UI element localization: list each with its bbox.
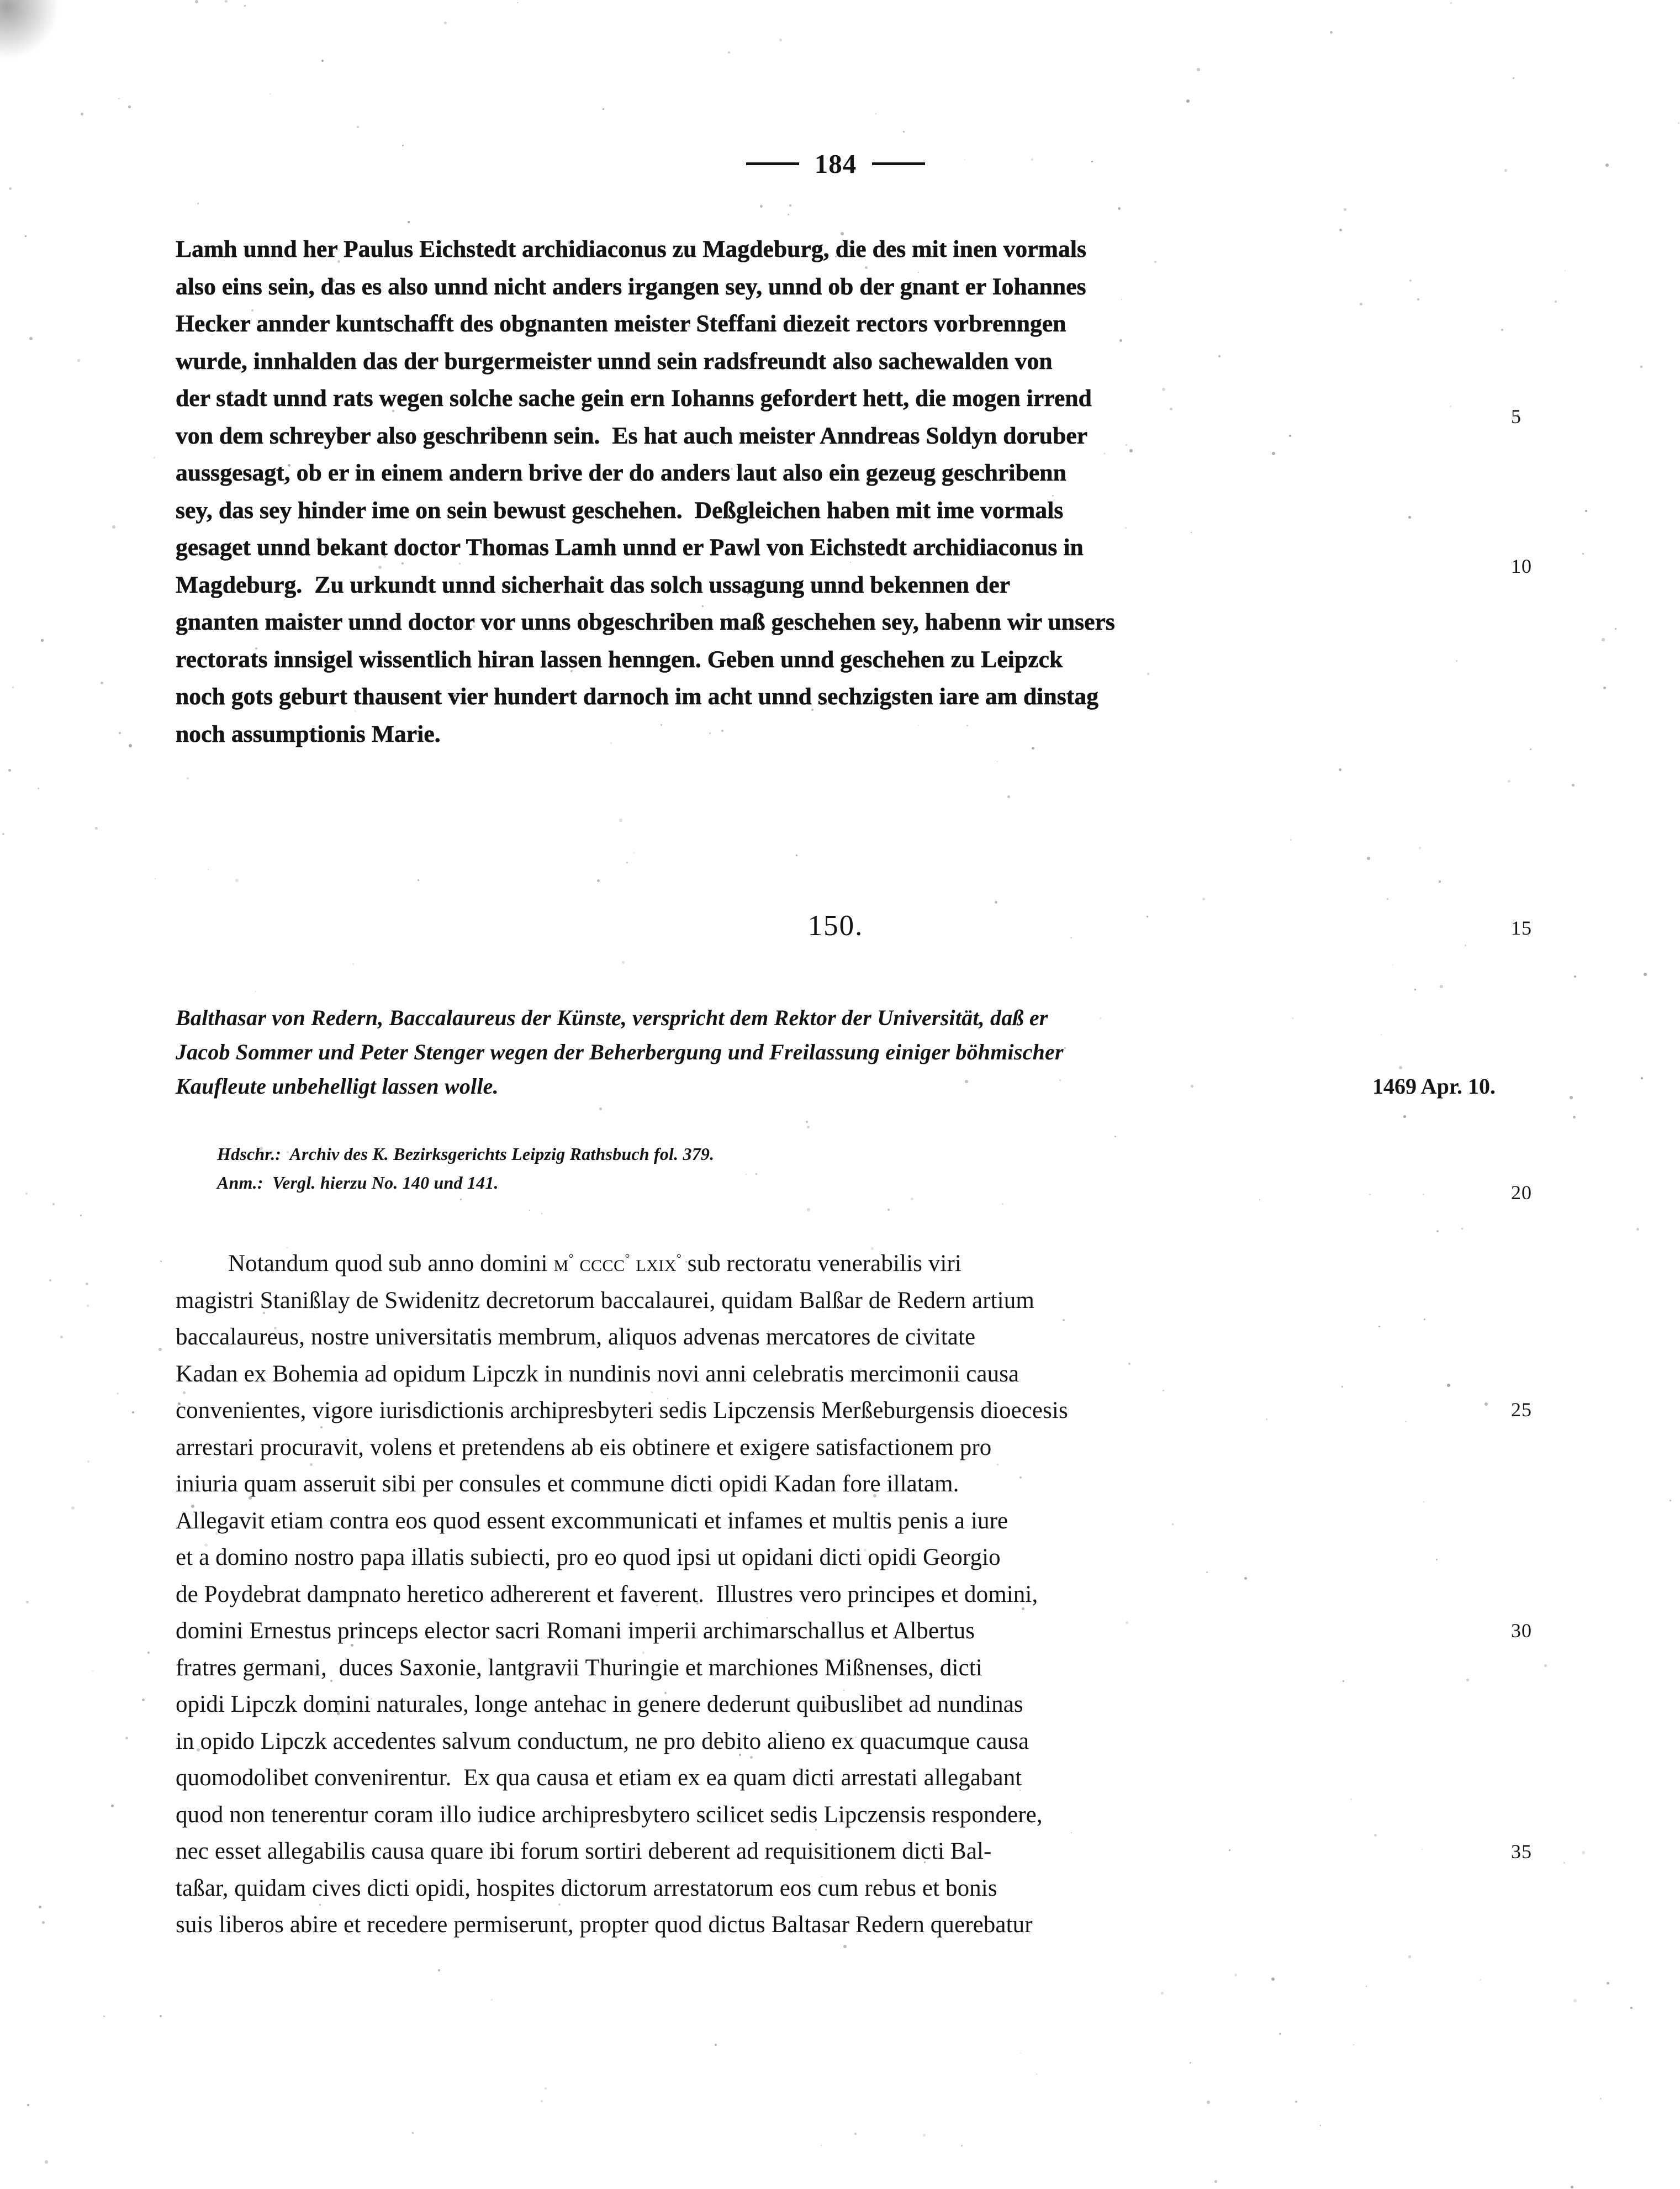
latin-text-line: [176, 1503, 1496, 1540]
line-content: convenientes, vigore iurisdictionis archipresbyteri sedis Lipczensis Merßeburgensis dioecesis: [176, 1397, 1068, 1424]
line-number: 15: [1511, 917, 1532, 939]
running-head: [176, 150, 1496, 177]
line-number-margin: [1511, 0, 1583, 2189]
line-content: opidi Lipczk domini naturales, longe antehac in genere dederunt quibuslibet ad nundinas: [176, 1691, 1023, 1718]
german-text-line: [176, 268, 1496, 306]
german-text-line: [176, 678, 1496, 716]
line-content: gesaget unnd bekant doctor Thomas Lamh unnd er Pawl von Eichstedt archidiaconus in: [176, 534, 1084, 561]
line-content: domini Ernestus princeps elector sacri Romani imperii archimarschallus et Albertus: [176, 1618, 975, 1644]
line-content: et a domino nostro papa illatis subiecti, pro eo quod ipsi ut opidani dicti opidi Georgio: [176, 1544, 1001, 1571]
line-content: Lamh unnd her Paulus Eichstedt archidiaconus zu Magdeburg, die des mit inen vormals: [176, 236, 1087, 262]
line-content: der stadt unnd rats wegen solche sache gein ern Iohanns gefordert hett, die mogen irrend: [176, 385, 1092, 412]
latin-text-line: [176, 1797, 1496, 1834]
line-content: von dem schreyber also geschribenn sein. Es hat auch meister Anndreas Soldyn doruber: [176, 422, 1088, 449]
rule-left: [746, 162, 799, 165]
line-content: Jacob Sommer und Peter Stenger wegen der Beherbergung und Freilassung einiger böhmischer: [176, 1040, 1064, 1064]
line-content: also eins sein, das es also unnd nicht anders irgangen sey, unnd ob der gnant er Iohannes: [176, 273, 1086, 300]
source-notes: [217, 1140, 1498, 1197]
latin-text-line: [176, 1356, 1496, 1393]
line-number: 20: [1511, 1181, 1532, 1204]
latin-text-line: [176, 1686, 1496, 1723]
latin-text-line: [176, 1833, 1496, 1870]
latin-text-line: [176, 1576, 1496, 1613]
german-text-line: [176, 567, 1496, 604]
roman-numeral: cccc: [579, 1251, 625, 1277]
line-content: sey, das sey hinder ime on sein bewust geschehen. Deßgleichen haben mit ime vormals: [176, 497, 1064, 524]
latin-text-line: [176, 1650, 1496, 1687]
line-number: 30: [1511, 1620, 1532, 1642]
degree-mark: °: [568, 1251, 574, 1265]
latin-text-line: [176, 1392, 1496, 1430]
german-text-line: [176, 492, 1496, 530]
german-text-line: [176, 305, 1496, 343]
line-content: fratres germani, duces Saxonie, lantgravii Thuringie et marchiones Mißnenses, dicti: [176, 1654, 982, 1681]
latin-text-line: [176, 1283, 1496, 1320]
line-content: Kaufleute unbehelligt lassen wolle.: [176, 1074, 499, 1099]
abstract-text-line: [176, 1035, 1496, 1069]
german-text-line: [176, 455, 1496, 492]
line-content: noch assumptionis Marie.: [176, 720, 441, 747]
document-abstract: [176, 1001, 1496, 1104]
german-text-line: [176, 343, 1496, 381]
line-content: iniuria quam asseruit sibi per consules et commune dicti opidi Kadan fore illatam.: [176, 1471, 959, 1497]
german-text-line: [176, 380, 1496, 418]
latin-text-line: [176, 1539, 1496, 1576]
latin-text-line: [176, 1907, 1496, 1944]
section-number: 150.: [807, 910, 864, 942]
abstract-text-line: [176, 1001, 1496, 1035]
degree-mark: °: [625, 1251, 630, 1265]
line-content: noch gots geburt thausent vier hundert darnoch im acht unnd sechzigsten iare am dinstag: [176, 683, 1099, 710]
source-note-line: Anm.: Vergl. hierzu No. 140 und 141.: [217, 1173, 499, 1193]
line-number: 10: [1511, 555, 1532, 577]
line-content: de Poydebrat dampnato heretico adhererent et faverent. Illustres vero principes et domini,: [176, 1581, 1038, 1607]
abstract-text-line: [176, 1069, 1496, 1104]
line-content: Magdeburg. Zu urkundt unnd sicherhait das solch ussagung unnd bekennen der: [176, 571, 1011, 598]
line-content: nec esset allegabilis causa quare ibi forum sortiri deberent ad requisitionem dicti Bal-: [176, 1838, 992, 1865]
german-text-line: [176, 641, 1496, 679]
german-text-line: [176, 604, 1496, 641]
german-text-line: [176, 231, 1496, 268]
line-number: 35: [1511, 1840, 1532, 1863]
latin-text-line: [176, 1613, 1496, 1650]
line-content: in opido Lipczk accedentes salvum conductum, ne pro debito alieno ex quacumque causa: [176, 1728, 1029, 1754]
line-content: rectorats innsigel wissentlich hiran lassen henngen. Geben unnd geschehen zu Leipzck: [176, 646, 1063, 673]
line-number: 25: [1511, 1399, 1532, 1421]
latin-text-line: [176, 1760, 1496, 1797]
line-content: suis liberos abire et recedere permiserunt, propter quod dictus Baltasar Redern querebatur: [176, 1912, 1033, 1938]
latin-text-line: [176, 1240, 1496, 1283]
line-content: arrestari procuravit, volens et pretendens ab eis obtinere et exigere satisfactionem pro: [176, 1434, 992, 1460]
line-content: aussgesagt, ob er in einem andern brive der do anders laut also ein gezeug geschribenn: [176, 460, 1066, 486]
roman-numeral: m: [553, 1251, 569, 1277]
line-content: baccalaureus, nostre universitatis membrum, aliquos advenas mercatores de civitate: [176, 1324, 976, 1351]
line-content: Balthasar von Redern, Baccalaureus der Künste, verspricht dem Rektor der Universität, daß er: [176, 1005, 1048, 1030]
roman-numeral: lxix: [636, 1251, 677, 1277]
degree-mark: °: [676, 1251, 681, 1265]
latin-text-line: [176, 1430, 1496, 1467]
page-folio-number: 184: [814, 149, 857, 179]
line-content: taßar, quidam cives dicti opidi, hospites dictorum arrestatorum eos cum rebus et bonis: [176, 1875, 997, 1901]
german-text-line: [176, 716, 1496, 753]
line-content: Allegavit etiam contra eos quod essent excommunicati et infames et multis penis a iure: [176, 1507, 1008, 1534]
line-number: 5: [1511, 405, 1521, 428]
line-content: quomodolibet convenirentur. Ex qua causa et etiam ex ea quam dicti arrestati allegabant: [176, 1765, 1022, 1791]
line-content: magistri Stanißlay de Swidenitz decretorum baccalaurei, quidam Balßar de Redern artium: [176, 1287, 1034, 1314]
line-content: quod non tenerentur coram illo iudice archipresbytero scilicet sedis Lipczensis respondere,: [176, 1801, 1043, 1828]
latin-charter-paragraph: [176, 1240, 1496, 1944]
line-content: wurde, innhalden das der burgermeister unnd sein radsfreundt also sachewalden von: [176, 347, 1053, 374]
german-text-line: [176, 418, 1496, 455]
latin-text-line: [176, 1870, 1496, 1907]
latin-text-line: [176, 1466, 1496, 1503]
latin-text-line: [176, 1723, 1496, 1760]
german-text-line: [176, 529, 1496, 567]
charter-date: 1469 Apr. 10.: [1372, 1074, 1496, 1099]
german-charter-paragraph: [176, 231, 1496, 753]
latin-text-line: [176, 1319, 1496, 1356]
line-content: Notandum quod sub anno domini m° cccc° lxix° sub rectoratu venerabilis viri: [228, 1251, 961, 1277]
line-content: Kadan ex Bohemia ad opidum Lipczk in nundinis novi anni celebratis mercimonii causa: [176, 1360, 1019, 1387]
rule-right: [872, 162, 925, 165]
source-note-line: Hdschr.: Archiv des K. Bezirksgerichts Leipzig Rathsbuch fol. 379.: [217, 1144, 715, 1164]
line-content: Hecker annder kuntschafft des obgnanten meister Steffani diezeit rectors vorbrenngen: [176, 310, 1066, 337]
line-content: gnanten maister unnd doctor vor unns obgeschriben maß geschehen sey, habenn wir unsers: [176, 609, 1115, 635]
